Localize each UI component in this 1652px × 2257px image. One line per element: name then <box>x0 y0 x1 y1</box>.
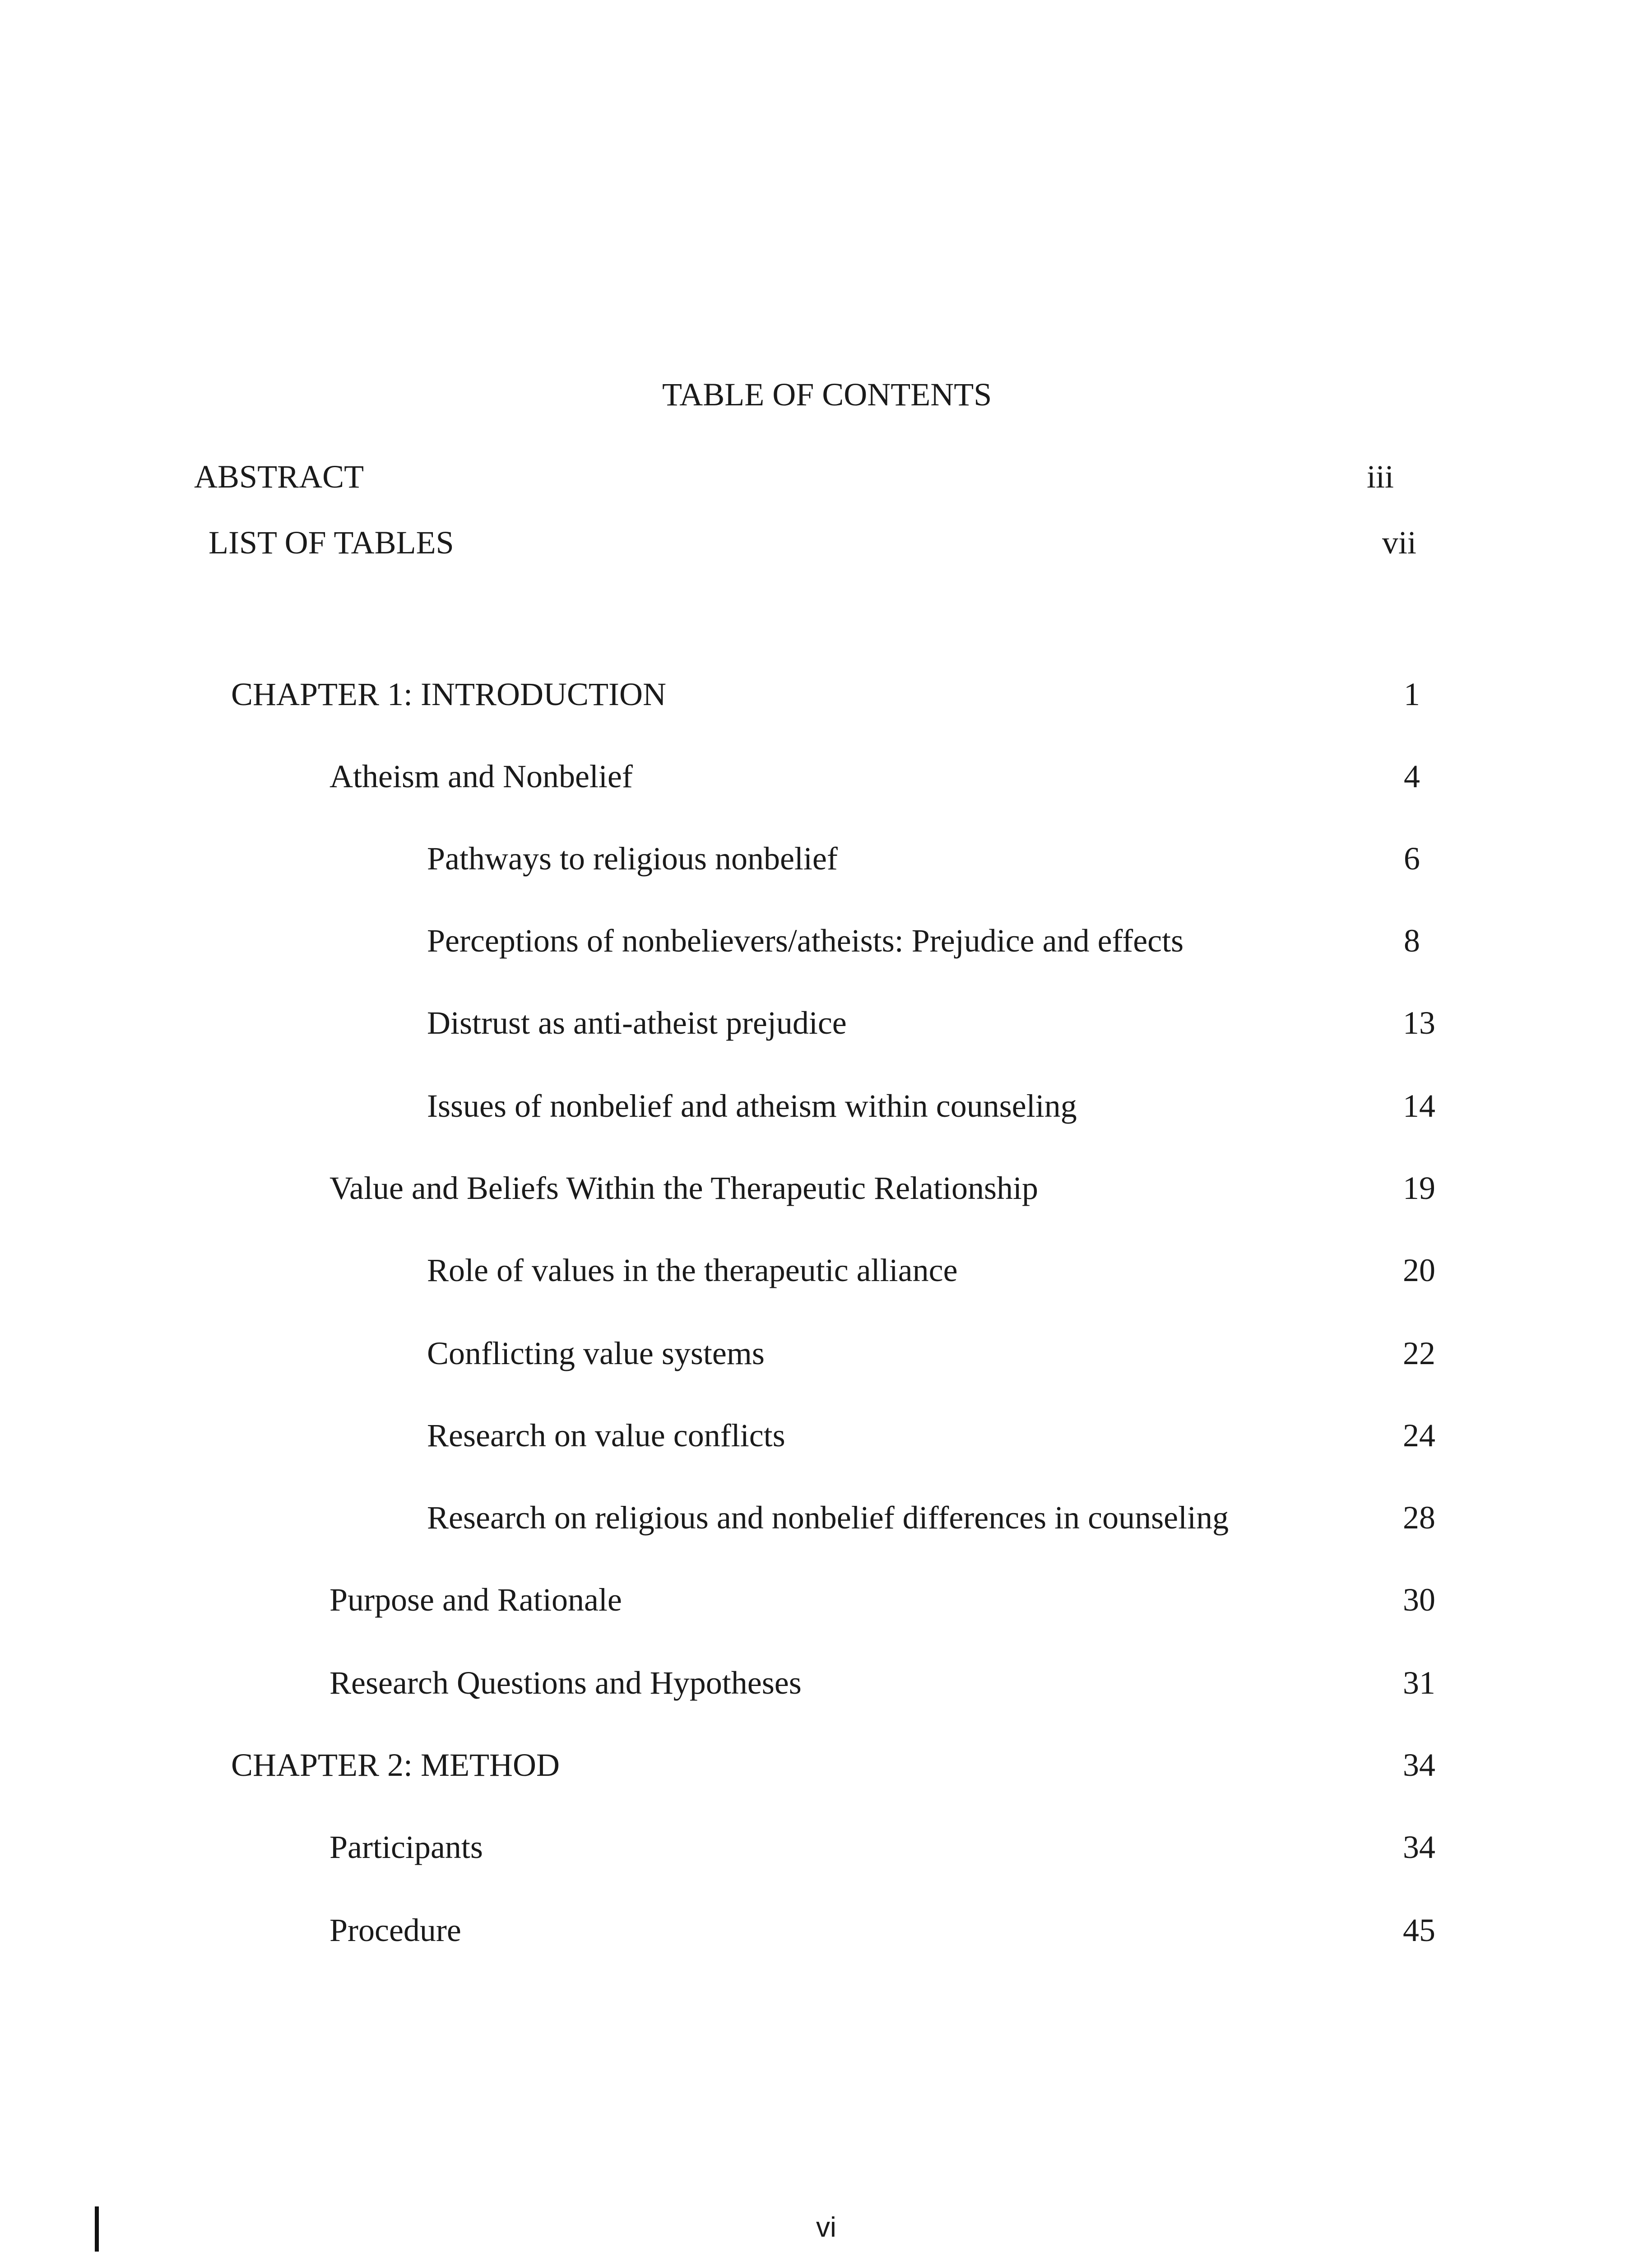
toc-page-list-of-tables: vii <box>1382 525 1417 561</box>
toc-entry-perceptions[interactable]: Perceptions of nonbelievers/atheists: Prejudice and effects <box>427 923 1184 959</box>
toc-page-research-religious: 28 <box>1403 1500 1435 1536</box>
toc-entry-research-questions[interactable]: Research Questions and Hypotheses <box>329 1665 802 1701</box>
text-cursor <box>95 2206 99 2252</box>
toc-entry-issues-counseling[interactable]: Issues of nonbelief and atheism within counseling <box>427 1088 1077 1124</box>
toc-entry-list-of-tables[interactable]: LIST OF TABLES <box>209 525 454 561</box>
toc-entry-purpose-rationale[interactable]: Purpose and Rationale <box>329 1582 622 1618</box>
toc-entry-distrust[interactable]: Distrust as anti-atheist prejudice <box>427 1005 847 1041</box>
toc-page-research-questions: 31 <box>1403 1665 1435 1701</box>
toc-page-procedure: 45 <box>1403 1912 1435 1948</box>
toc-page-chapter-1: 1 <box>1404 676 1420 712</box>
toc-page-perceptions: 8 <box>1404 923 1420 959</box>
toc-entry-procedure[interactable]: Procedure <box>329 1912 461 1948</box>
page-number: vi <box>816 2212 836 2243</box>
toc-page-participants: 34 <box>1403 1829 1435 1865</box>
toc-page-issues-counseling: 14 <box>1403 1088 1435 1124</box>
toc-page-role-values: 20 <box>1403 1252 1435 1288</box>
toc-page-value-beliefs: 19 <box>1403 1170 1435 1206</box>
toc-entry-value-beliefs[interactable]: Value and Beliefs Within the Therapeutic Relationship <box>329 1170 1039 1206</box>
toc-page-abstract: iii <box>1367 459 1394 495</box>
toc-page-distrust: 13 <box>1403 1005 1435 1041</box>
toc-entry-conflicting-values[interactable]: Conflicting value systems <box>427 1335 765 1371</box>
toc-entry-research-value-conflicts[interactable]: Research on value conflicts <box>427 1417 785 1454</box>
toc-title: TABLE OF CONTENTS <box>662 376 992 413</box>
toc-entry-research-religious[interactable]: Research on religious and nonbelief differences in counseling <box>427 1500 1229 1536</box>
toc-entry-abstract[interactable]: ABSTRACT <box>194 459 364 495</box>
toc-page-chapter-2: 34 <box>1403 1747 1435 1783</box>
toc-entry-chapter-1[interactable]: CHAPTER 1: INTRODUCTION <box>231 676 666 712</box>
toc-page-purpose-rationale: 30 <box>1403 1582 1435 1618</box>
toc-entry-role-values[interactable]: Role of values in the therapeutic alliance <box>427 1252 958 1288</box>
toc-entry-atheism-nonbelief[interactable]: Atheism and Nonbelief <box>329 758 633 794</box>
toc-page-conflicting-values: 22 <box>1403 1335 1435 1371</box>
toc-entry-participants[interactable]: Participants <box>329 1829 483 1865</box>
toc-page-atheism-nonbelief: 4 <box>1404 758 1420 794</box>
toc-entry-pathways[interactable]: Pathways to religious nonbelief <box>427 841 838 877</box>
toc-entry-chapter-2[interactable]: CHAPTER 2: METHOD <box>231 1747 560 1783</box>
toc-page-pathways: 6 <box>1404 841 1420 877</box>
toc-page-research-value-conflicts: 24 <box>1403 1417 1435 1454</box>
